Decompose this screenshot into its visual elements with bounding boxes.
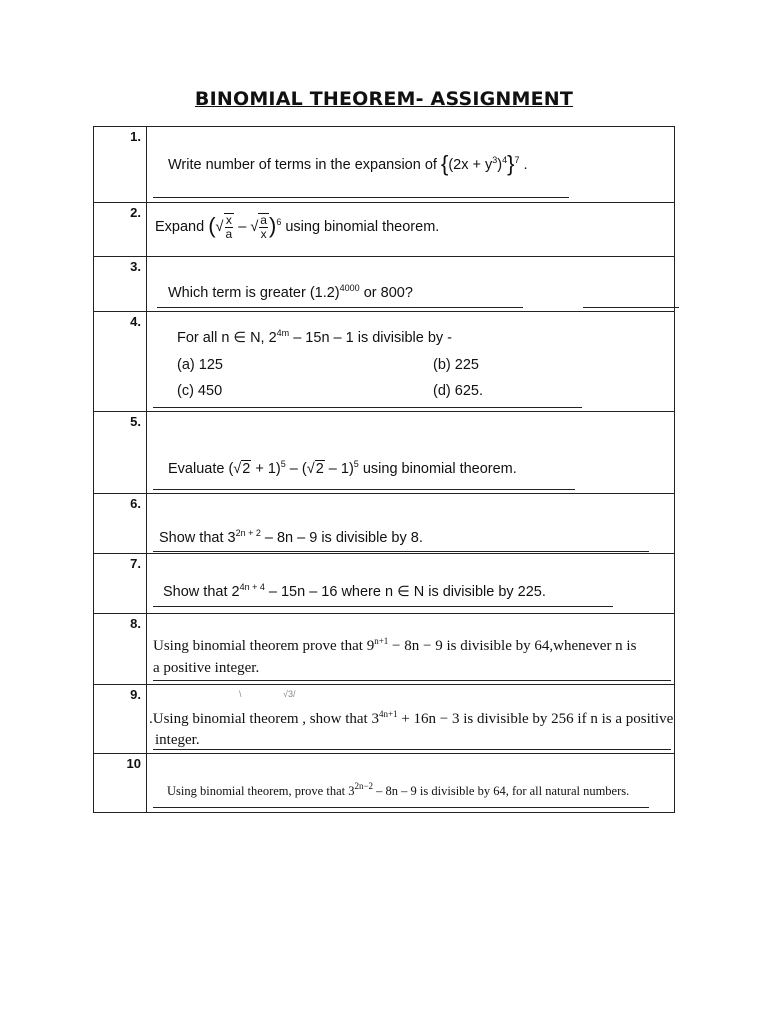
question-number: 1.	[94, 127, 147, 203]
question-text: Show that $3^{2n + 2} - 8n - 9$ is divisible by 8.	[159, 528, 423, 546]
question-number: 4.	[94, 312, 147, 412]
option-a: (a) 125	[177, 357, 223, 373]
table-row	[94, 554, 675, 614]
question-text: Show that $2^{4n + 4} - 15n - 16$ where n ∈ N is divisible by 225.	[163, 582, 546, 600]
answer-line	[153, 197, 569, 198]
question-number: 9.	[94, 685, 147, 754]
answer-line	[153, 489, 575, 490]
question-number: 8.	[94, 614, 147, 685]
table-row	[94, 257, 675, 312]
question-cell	[147, 203, 675, 257]
answer-line	[157, 307, 523, 308]
question-number: 5.	[94, 412, 147, 494]
math-expression: $(√2 + 1)^5 - (√2 - 1)^5$	[228, 459, 359, 477]
question-number: 3.	[94, 257, 147, 312]
question-text: Write number of terms in the expansion of $\{(2x + y^3)^4\}^7$ .	[168, 151, 528, 176]
answer-line	[153, 551, 649, 552]
answer-line	[153, 407, 582, 408]
question-number: 10	[94, 754, 147, 813]
question-text: For all n ∈ N, $2^{4m} - 15n - 1$ is divisible by -	[177, 328, 452, 346]
answer-line	[153, 749, 671, 750]
answer-line	[153, 606, 613, 607]
table-row	[94, 203, 675, 257]
scan-artifact: \	[239, 689, 242, 699]
table-row	[94, 312, 675, 412]
question-cell	[147, 614, 675, 685]
question-cell	[147, 685, 675, 754]
question-cell	[147, 754, 675, 813]
question-text: Using binomial theorem, prove that $3^{2n-2} - 8n - 9$ is divisible by 64, for all natural numbers.	[167, 781, 630, 798]
question-text-line2: a positive integer.	[153, 660, 260, 676]
question-cell	[147, 127, 675, 203]
question-cell	[147, 494, 675, 554]
question-number: 7.	[94, 554, 147, 614]
question-text: Using binomial theorem prove that $9^{n+1} - 8n - 9$ is divisible by 64,whenever n is	[153, 636, 637, 654]
table-row	[94, 412, 675, 494]
question-cell	[147, 257, 675, 312]
table-row	[94, 494, 675, 554]
question-number: 2.	[94, 203, 147, 257]
page-title: BINOMIAL THEOREM- ASSIGNMENT	[194, 88, 574, 110]
question-cell	[147, 312, 675, 412]
question-cell	[147, 554, 675, 614]
question-cell	[147, 412, 675, 494]
math-expression: (√ $\frac{x}{a}$ – √ $\frac{a}{x}$ )$^6$	[208, 213, 282, 241]
question-text: .Using binomial theorem , show that $3^{4n+1} + 16n - 3$ is divisible by 256 if n is a positive	[149, 709, 674, 727]
answer-line	[153, 680, 671, 681]
question-text-line2: integer.	[155, 732, 200, 748]
question-text: Expand (√ $\frac{x}{a}$ – √ $\frac{a}{x}$ )$^6$ using binomial theorem.	[155, 213, 440, 241]
scan-artifact: √3/	[283, 689, 296, 699]
question-number: 6.	[94, 494, 147, 554]
option-d: (d) 625.	[433, 383, 483, 399]
option-b: (b) 225	[433, 357, 479, 373]
answer-line	[153, 807, 649, 808]
question-text: Which term is greater $(1.2)^{4000}$ or 800?	[168, 283, 413, 301]
question-text: Evaluate $(√2 + 1)^5 - (√2 - 1)^5$ using binomial theorem.	[168, 459, 517, 477]
math-expression: $\{(2x + y^3)^4\}^7$ .	[440, 151, 528, 176]
table-row	[94, 754, 675, 813]
option-c: (c) 450	[177, 383, 223, 399]
table-row	[94, 685, 675, 754]
answer-line	[583, 307, 679, 308]
assignment-table	[93, 126, 675, 813]
table-row	[94, 127, 675, 203]
table-row	[94, 614, 675, 685]
